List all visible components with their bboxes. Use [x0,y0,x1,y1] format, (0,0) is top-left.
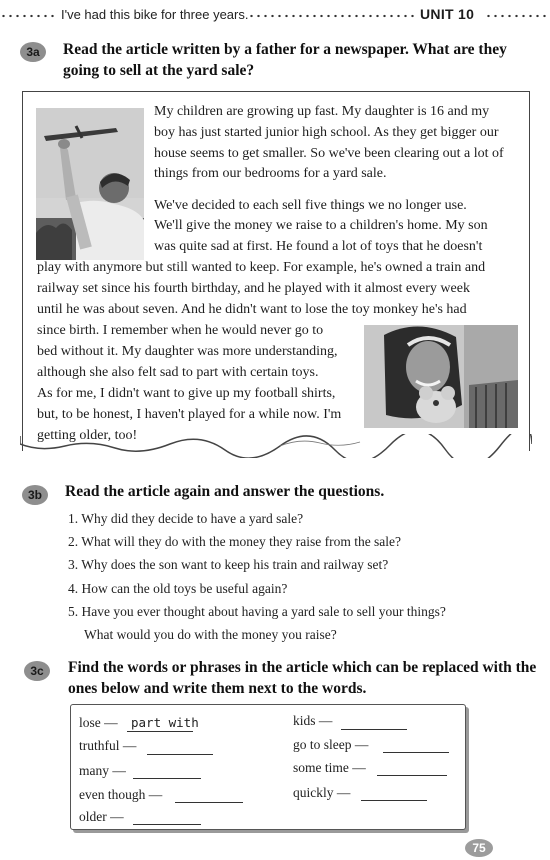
header-dots-right [485,14,550,18]
vocab-word-lose: lose — [79,715,118,730]
exercise-badge-3a: 3a [20,42,46,62]
page-header [0,6,550,26]
page-number: 75 [465,839,493,857]
instruction-line: ones below and write them next to the words. [68,680,367,697]
article-line: play with anymore but still wanted to keep. For example, he's owned a train and [37,260,486,275]
answer-blank-lose[interactable] [127,731,193,732]
answer-blank-older[interactable] [133,824,201,825]
exercise-3c-instruction [68,657,536,699]
vocab-word-even-though: even though — [79,787,163,802]
question-item: 3. Why does the son want to keep his train and railway set? [68,557,389,572]
article-line: We'll give the money we raise to a children's home. My son [154,218,488,233]
vocab-word-truthful: truthful — [79,738,137,753]
vocab-word-go-to-sleep: go to sleep — [293,737,369,752]
header-dots-left [0,14,58,18]
article-line: getting older, too! [37,428,138,443]
article-line: things from our bedrooms for a yard sale. [154,166,387,181]
article-line: but, to be honest, I haven't played for a while now. I'm [37,407,342,422]
vocab-word-many: many — [79,763,126,778]
article-line: house seems to get smaller. So we've been clearing out a lot of [154,146,504,161]
article-line: since birth. I remember when he would never go to [37,323,324,338]
boy-plane-photo [36,108,144,260]
vocabulary-box [70,704,466,830]
article-line: bed without it. My daughter was more understanding, [37,344,338,359]
question-item: 1. Why did they decide to have a yard sale? [68,511,304,526]
answer-text[interactable]: part with [131,715,199,730]
header-title: I've had this bike for three years. [61,7,249,22]
vocab-word-kids: kids — [293,713,333,728]
vocab-word-some-time: some time — [293,760,366,775]
article-line: boy has just started junior high school. As they get bigger our [154,125,499,140]
article-line: As for me, I didn't want to give up my football shirts, [37,386,336,401]
vocab-word-quickly: quickly — [293,785,351,800]
vocab-word-older: older — [79,809,124,824]
answer-blank-some-time[interactable] [377,775,447,776]
header-dots-middle [248,14,414,18]
article-line: although she also felt sad to part with certain toys. [37,365,319,380]
answer-blank-kids[interactable] [341,729,407,730]
article-line: railway set since his fourth birthday, and he played with it almost every week [37,281,470,296]
article-line: We've decided to each sell five things we no longer use. [154,198,467,213]
article-line: My children are growing up fast. My daughter is 16 and my [154,104,490,119]
answer-blank-go-to-sleep[interactable] [383,752,449,753]
instruction-line: going to sell at the yard sale? [63,62,255,79]
girl-teddy-photo [364,325,518,428]
article-line: was quite sad at first. He found a lot of toys that he doesn't [154,239,483,254]
question-item: 2. What will they do with the money they raise from the sale? [68,534,402,549]
question-item: 4. How can the old toys be useful again? [68,581,288,596]
exercise-3b-instruction: Read the article again and answer the questions. [65,483,385,500]
unit-label: UNIT 10 [420,6,475,22]
answer-blank-even-though[interactable] [175,802,243,803]
question-item: 5. Have you ever thought about having a yard sale to sell your things? [68,604,446,619]
exercise-badge-3b: 3b [22,485,48,505]
exercise-badge-3c: 3c [24,661,50,681]
instruction-line: Read the article written by a father for a newspaper. What are they [63,41,507,58]
article-line: until he was about seven. And he didn't want to lose the toy monkey he's had [37,302,467,317]
exercise-3a-instruction [63,39,507,81]
answer-blank-truthful[interactable] [147,754,213,755]
question-item-continuation: What would you do with the money you raise? [84,627,337,642]
instruction-line: Find the words or phrases in the article which can be replaced with the [68,659,537,676]
answer-blank-many[interactable] [133,778,201,779]
answer-blank-quickly[interactable] [361,800,427,801]
